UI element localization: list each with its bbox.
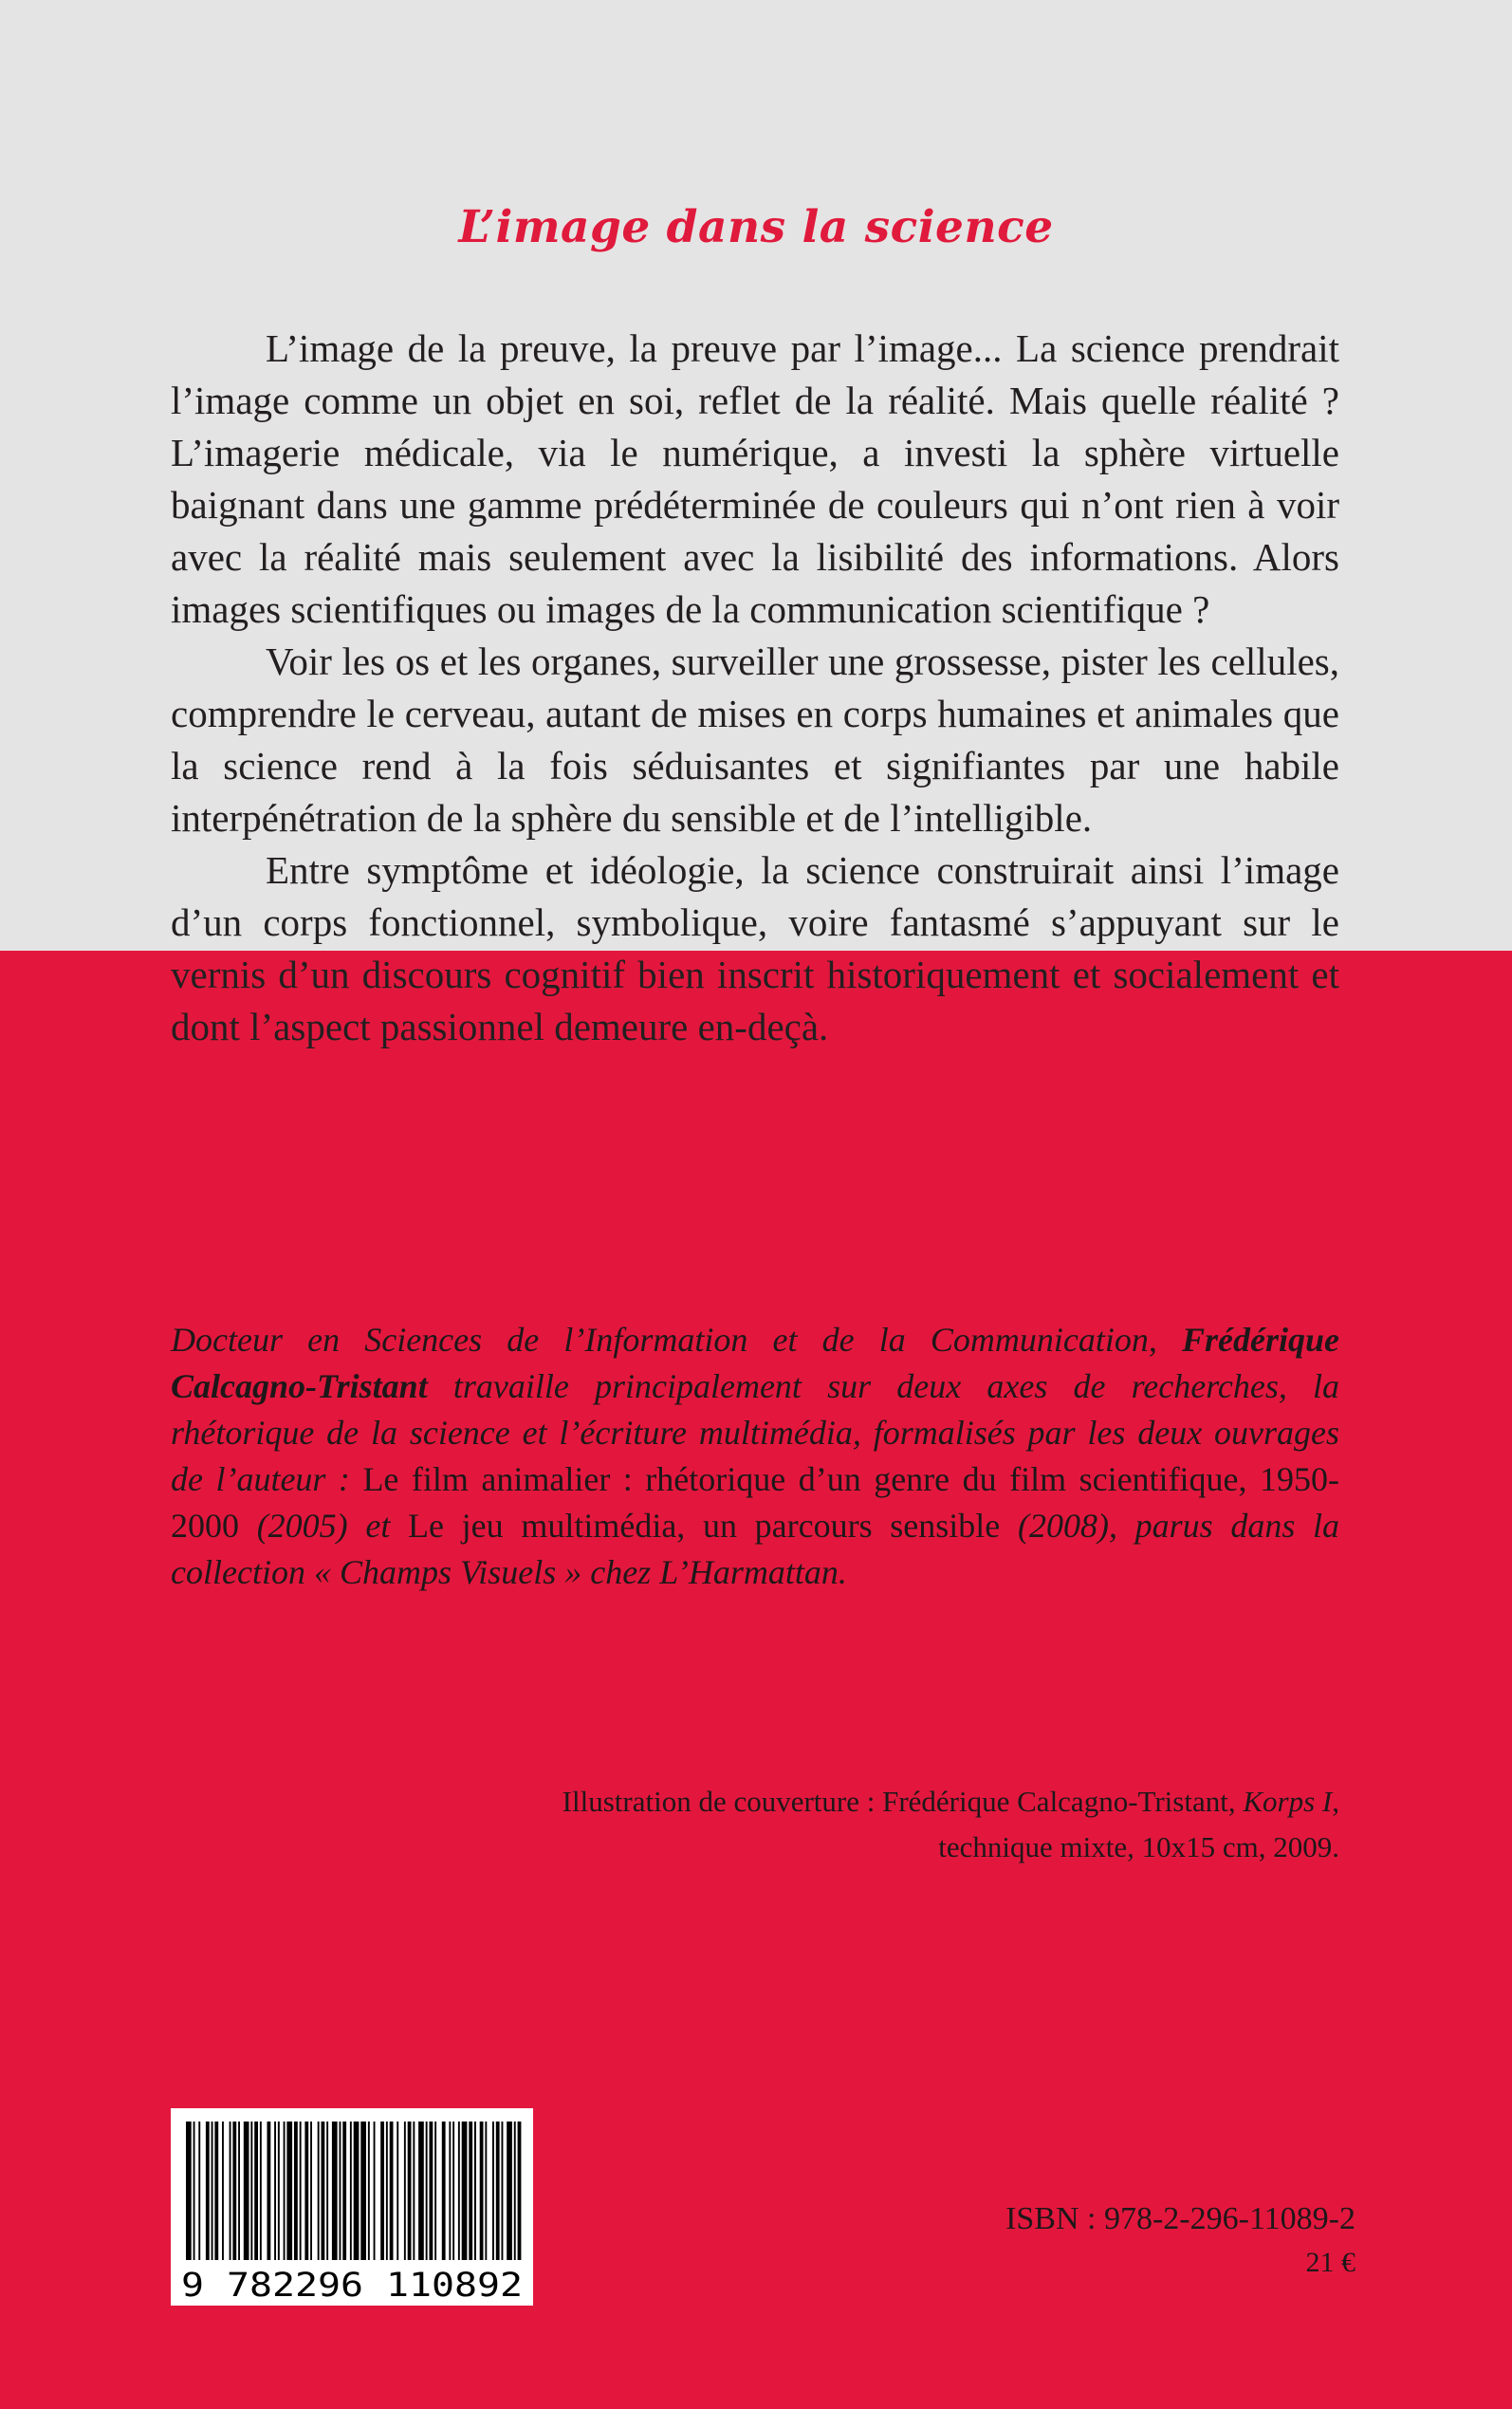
barcode-bar [194, 2122, 195, 2260]
barcode-bar [485, 2122, 487, 2260]
barcode-bar [430, 2122, 433, 2260]
barcode-bar [413, 2122, 415, 2260]
barcode-bar [458, 2122, 460, 2260]
book-title-1: Le film animalier : rhétorique d’un genre du film scientifique, 1950-2000 [171, 1460, 1340, 1545]
barcode-bar [449, 2122, 451, 2260]
barcode-bar [469, 2122, 472, 2260]
barcode-bar [318, 2122, 320, 2260]
credit-prefix: Illustration de couverture : Frédérique Calcagno-Tristant, [562, 1785, 1236, 1818]
blurb-paragraph-1: L’image de la preuve, la preuve par l’image... La science prendrait l’image comme un objet en soi, reflet de la réalité. Mais quelle réalité ? L’imagerie médicale, via le numérique, a investi la sphère virtuelle baignant dans une gamme prédéterminée de couleurs qui n’ont rien à voir avec la réalité mais seulement avec la lisibilité des informations. Alors images scientifiques ou images de la communication scientifique ? [171, 326, 1339, 631]
barcode-bar [274, 2122, 276, 2260]
book-year-2: (2008), [1017, 1507, 1117, 1545]
bio-collection: parus dans la collection « Champs Visuels » chez L’Harmattan. [171, 1507, 1340, 1591]
barcode-bar [260, 2122, 262, 2260]
barcode-bar [254, 2122, 258, 2260]
barcode-bar [238, 2122, 240, 2260]
blurb-paragraph-3: Entre symptôme et idéologie, la science construirait ainsi l’image d’un corps fonctionnel, symbolique, voire fantasmé s’appuyant sur le vernis d’un discours cognitif bien inscrit historiquement et socialement et dont l’aspect passionnel demeure en-deçà. [171, 848, 1339, 1048]
barcode-bar [502, 2122, 504, 2260]
blurb-paragraph-2: Voir les os et les organes, surveiller une grossesse, pister les cellules, comprendre le cerveau, autant de mises en corps humaines et animales que la science rend à la fois séduisantes et signifiantes par une habile interpénétration de la sphère du sensible et de l’intelligible. [171, 639, 1339, 840]
barcode [171, 2108, 533, 2306]
barcode-bar [342, 2122, 346, 2260]
barcode-bar [322, 2122, 325, 2260]
barcode-bar [492, 2122, 494, 2260]
price: 21 € [1305, 2247, 1355, 2278]
cover-illustration-credit: Illustration de couverture : Frédérique Calcagno-Tristant, Korps I, technique mixte, 10x15 cm, 2009. [391, 1779, 1339, 1870]
barcode-bar [310, 2122, 312, 2260]
barcode-bar [214, 2122, 218, 2260]
barcode-bar [442, 2122, 446, 2260]
barcode-bar [304, 2122, 308, 2260]
barcode-bar [408, 2122, 412, 2260]
barcode-bar [212, 2122, 213, 2260]
barcode-bar [267, 2122, 271, 2260]
blurb [171, 323, 1339, 1053]
barcode-bar [360, 2122, 366, 2260]
barcode-bar [350, 2122, 352, 2260]
barcode-bar [198, 2122, 200, 2260]
barcode-bar [514, 2122, 516, 2260]
barcode-bar [232, 2122, 236, 2260]
barcode-bar [480, 2122, 484, 2260]
book-title-2: Le jeu multimédia, un parcours sensible [408, 1507, 1001, 1545]
barcode-bar [404, 2122, 406, 2260]
author-bio [171, 1317, 1339, 1596]
isbn-block [1005, 2197, 1355, 2285]
barcode-bar [452, 2122, 454, 2260]
barcode-bar [278, 2122, 280, 2260]
barcode-bar [418, 2122, 424, 2260]
barcode-bar [250, 2122, 252, 2260]
barcode-bar [340, 2122, 341, 2260]
barcode-bar [284, 2122, 286, 2260]
credit-details: technique mixte, 10x15 cm, 2009. [938, 1830, 1339, 1863]
isbn-number: ISBN : 978-2-296-11089-2 [1005, 2201, 1355, 2236]
barcode-bar [244, 2122, 249, 2260]
barcode-digits: 9 782296 110892 [181, 2267, 523, 2305]
barcode-bar [230, 2122, 231, 2260]
barcode-bar [386, 2122, 388, 2260]
barcode-bar [354, 2122, 360, 2260]
barcode-bar [396, 2122, 398, 2260]
barcode-bar [474, 2122, 476, 2260]
barcode-bar [380, 2122, 384, 2260]
barcode-bar [434, 2122, 436, 2260]
book-title: L’image dans la science [458, 201, 1054, 253]
barcode-bar [186, 2122, 192, 2260]
bio-work: travaille principalement sur deux axes de recherches, la rhétorique de la science et l’écriture multimédia, formalisés par les deux ouvrages de l’auteur : [171, 1367, 1339, 1498]
barcode-bar [300, 2122, 302, 2260]
barcode-bar [496, 2122, 500, 2260]
barcode-bar [518, 2122, 522, 2260]
author-name: Frédérique Calcagno-Tristant [171, 1321, 1340, 1405]
barcode-bar [462, 2122, 468, 2260]
book-year-1: (2005) [256, 1507, 348, 1545]
barcode-bar [368, 2122, 370, 2260]
bio-and: et [365, 1507, 391, 1545]
barcode-bar [294, 2122, 298, 2260]
credit-artwork: Korps I [1243, 1785, 1333, 1818]
barcode-graphic [171, 2108, 533, 2306]
barcode-bar [286, 2122, 292, 2260]
barcode-bar [374, 2122, 376, 2260]
barcode-bar [206, 2122, 210, 2260]
barcode-bar [326, 2122, 328, 2260]
barcode-bar [426, 2122, 428, 2260]
barcode-bar [332, 2122, 338, 2260]
barcode-bar [390, 2122, 394, 2260]
barcode-bar [507, 2122, 512, 2260]
barcode-bar [222, 2122, 224, 2260]
bio-intro: Docteur en Sciences de l’Information et de la Communication, [171, 1321, 1157, 1359]
